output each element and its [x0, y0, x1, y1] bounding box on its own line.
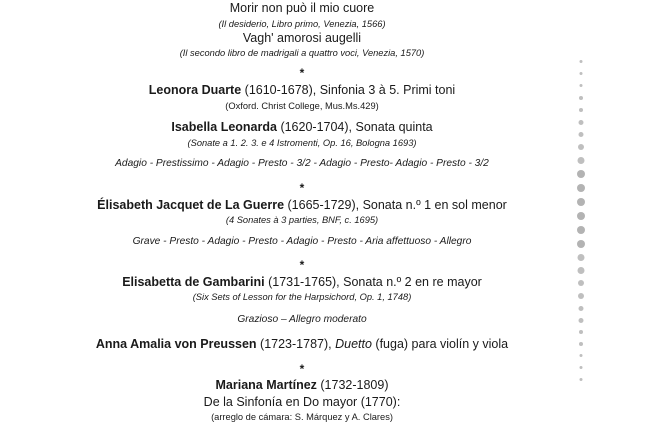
scroll-dot	[579, 330, 583, 334]
scroll-dot	[577, 170, 585, 178]
scroll-dot	[578, 280, 584, 286]
scroll-dot	[577, 184, 585, 192]
scroll-indicator[interactable]	[576, 60, 586, 390]
scroll-dot	[577, 212, 585, 220]
work-title: Vagh' amorosi augelli	[242, 31, 362, 45]
separator: *	[299, 258, 305, 272]
work-title: Morir non può il mio cuore	[229, 1, 375, 15]
separator: *	[299, 66, 305, 80]
scroll-dot	[577, 198, 585, 206]
scroll-dot	[579, 132, 584, 137]
work-source: (Oxford. Christ College, Mus.Ms.429)	[225, 101, 379, 111]
scroll-dot	[578, 293, 584, 299]
scroll-dot	[577, 226, 585, 234]
scroll-dot	[577, 240, 585, 248]
composer-line: Anna Amalia von Preussen (1723-1787), Duetto (fuga) para violín y viola	[95, 337, 509, 351]
scroll-dot	[579, 108, 583, 112]
composer-name: Anna Amalia von Preussen	[95, 337, 257, 351]
work-source: (arreglo de cámara: S. Márquez y A. Clares)	[211, 412, 393, 422]
scroll-dot	[580, 354, 583, 357]
work-source: (Il desiderio, Libro primo, Venezia, 1566)	[218, 19, 386, 29]
work-source: (Il secondo libro de madrigali a quattro voci, Venezia, 1570)	[179, 48, 425, 58]
composer-line: Isabella Leonarda (1620-1704), Sonata quinta	[171, 120, 433, 134]
composer-name: Isabella Leonarda	[171, 120, 277, 134]
composer-name: Elisabetta de Gambarini	[122, 275, 265, 289]
scroll-dot	[579, 306, 584, 311]
scroll-dot	[579, 120, 584, 125]
composer-line: Élisabeth Jacquet de La Guerre (1665-1729), Sonata n.º 1 en sol menor	[97, 198, 507, 212]
scroll-dot	[578, 144, 584, 150]
scroll-dot	[579, 342, 583, 346]
composer-name: Mariana Martínez	[215, 378, 317, 392]
work-source: (4 Sonates à 3 parties, BNF, c. 1695)	[225, 215, 379, 225]
scroll-dot	[580, 84, 583, 87]
composer-name: Leonora Duarte	[148, 83, 242, 97]
work-name: Duetto	[335, 337, 372, 351]
scroll-dot	[580, 378, 583, 381]
separator: *	[299, 362, 305, 376]
scroll-dot	[580, 366, 583, 369]
composer-name: Élisabeth Jacquet de La Guerre	[97, 198, 285, 212]
movements: Adagio - Prestissimo - Adagio - Presto - 3/2 - Adagio - Presto- Adagio - Presto - 3/2	[115, 158, 489, 169]
composer-line: Elisabetta de Gambarini (1731-1765), Sonata n.º 2 en re mayor	[122, 275, 482, 289]
scroll-dot	[580, 60, 583, 63]
work-title: De la Sinfonía en Do mayor (1770):	[203, 395, 401, 409]
work-source: (Sonate a 1. 2. 3. e 4 Istromenti, Op. 16, Bologna 1693)	[187, 138, 417, 148]
movements: Grazioso – Allegro moderato	[237, 314, 367, 325]
separator: *	[299, 181, 305, 195]
composer-line: Mariana Martínez (1732-1809)	[215, 378, 389, 392]
movements: Grave - Presto - Adagio - Presto - Adagio - Presto - Aria affettuoso - Allegro	[132, 236, 472, 247]
work-source: (Six Sets of Lesson for the Harpsichord, Op. 1, 1748)	[192, 292, 412, 302]
composer-line: Leonora Duarte (1610-1678), Sinfonia 3 à 5. Primi toni	[148, 83, 456, 97]
scroll-dot	[578, 267, 585, 274]
scroll-dot	[578, 254, 585, 261]
scroll-dot	[579, 318, 584, 323]
scroll-dot	[578, 157, 585, 164]
scroll-dot	[579, 96, 583, 100]
scroll-dot	[580, 72, 583, 75]
